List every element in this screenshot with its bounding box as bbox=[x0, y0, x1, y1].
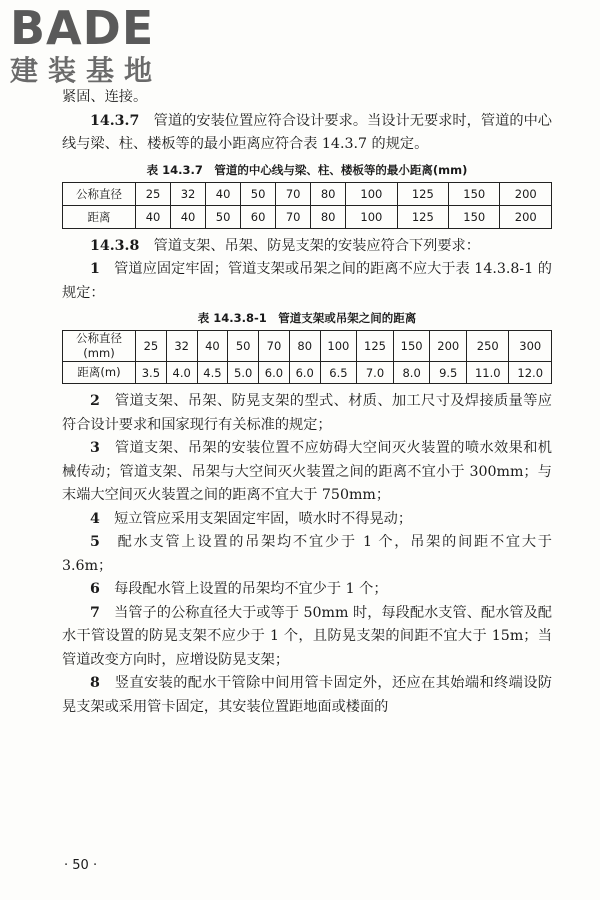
table-1-caption: 表 14.3.7 管道的中心线与梁、柱、楼板等的最小距离(mm) bbox=[146, 162, 468, 177]
table-cell: 32 bbox=[171, 182, 206, 205]
list-item bbox=[62, 508, 552, 532]
table-cell: 40 bbox=[171, 205, 206, 228]
table-cell: 6.5 bbox=[320, 362, 357, 384]
table-2-caption: 表 14.3.8-1 管道支架或吊架之间的距离 bbox=[197, 311, 417, 325]
table-row bbox=[63, 331, 552, 362]
table-cell: 70 bbox=[276, 182, 311, 205]
table-cell: 25 bbox=[136, 182, 171, 205]
list-item bbox=[62, 531, 552, 578]
item-text: 当管子的公称直径大于或等于 50mm 时，每段配水支管、配水管及配水干管设置的防晃支架不应少于 1 个，且防晃支架的间距不宜大于 15m；当管道改变方向时，应增设防晃支架； bbox=[62, 604, 552, 668]
table-cell: 5.0 bbox=[228, 362, 259, 384]
list-item bbox=[62, 602, 552, 673]
table-row bbox=[63, 182, 552, 205]
item-number: 6 bbox=[90, 581, 100, 597]
logo-chinese-text: 建装基地 bbox=[10, 54, 163, 87]
list-item bbox=[62, 437, 552, 508]
table-cell: 4.5 bbox=[197, 362, 228, 384]
item-number: 1 bbox=[90, 261, 100, 277]
document-body bbox=[62, 86, 552, 719]
item-text: 管道支架、吊架的安装位置不应妨碍大空间灭火装置的喷水效果和机械传动；管道支架、吊架与大空间灭火装置之间的距离不宜小于 300mm；与末端大空间灭火装置之间的距离不宜大于 750mm； bbox=[62, 440, 552, 503]
table-cell: 100 bbox=[346, 205, 397, 228]
table-cell: 7.0 bbox=[357, 362, 394, 384]
table-cell: 6.0 bbox=[259, 362, 290, 384]
table-cell: 250 bbox=[467, 331, 509, 362]
table-cell: 150 bbox=[393, 331, 430, 362]
table-cell: 6.0 bbox=[289, 362, 320, 384]
table-cell: 200 bbox=[500, 182, 552, 205]
table-cell: 125 bbox=[357, 331, 394, 362]
section-14-3-7 bbox=[62, 110, 552, 157]
page-number: · 50 · bbox=[64, 858, 98, 873]
table-cell: 40 bbox=[197, 331, 228, 362]
item-number: 3 bbox=[90, 440, 100, 456]
item-text: 短立管应采用支架固定牢固，喷水时不得晃动； bbox=[114, 510, 413, 527]
table-cell: 8.0 bbox=[393, 362, 430, 384]
table-cell: 200 bbox=[430, 331, 467, 362]
table-cell: 80 bbox=[289, 331, 320, 362]
item-number: 4 bbox=[90, 510, 100, 527]
bade-logo bbox=[10, 1, 163, 87]
section-text: 管道支架、吊架、防晃支架的安装应符合下列要求： bbox=[153, 237, 480, 254]
table-cell: 50 bbox=[241, 182, 276, 205]
table-cell: 9.5 bbox=[430, 362, 467, 384]
list-item bbox=[62, 578, 552, 602]
table-cell: 25 bbox=[136, 331, 167, 362]
section-number: 14.3.7 bbox=[90, 112, 140, 129]
table-row bbox=[63, 362, 552, 384]
table-cell: 50 bbox=[206, 205, 241, 228]
table-cell: 200 bbox=[500, 205, 552, 228]
list-item bbox=[62, 258, 552, 305]
table-cell: 4.0 bbox=[166, 362, 197, 384]
header-line: 公称直径 bbox=[76, 331, 122, 345]
table-cell: 80 bbox=[311, 182, 346, 205]
section-14-3-8 bbox=[62, 235, 552, 259]
row-header-diameter: 公称直径 bbox=[63, 182, 136, 205]
item-number: 2 bbox=[90, 393, 100, 409]
table-cell: 150 bbox=[449, 182, 500, 205]
table-cell: 125 bbox=[397, 182, 448, 205]
item-number: 7 bbox=[90, 604, 100, 621]
row-header-distance: 距离 bbox=[63, 205, 136, 228]
table-cell: 60 bbox=[241, 205, 276, 228]
table-cell: 100 bbox=[320, 331, 357, 362]
table-14-3-7 bbox=[62, 182, 552, 229]
item-text: 配水支管上设置的吊架均不宜少于 1 个，吊架的间距不宜大于 3.6m； bbox=[62, 534, 552, 574]
table-cell: 80 bbox=[311, 205, 346, 228]
list-item bbox=[62, 672, 552, 719]
table-cell: 50 bbox=[228, 331, 259, 362]
item-number: 5 bbox=[90, 534, 100, 550]
table-cell: 70 bbox=[259, 331, 290, 362]
table-row bbox=[63, 205, 552, 228]
table-cell: 100 bbox=[346, 182, 397, 205]
table-14-3-8-1 bbox=[62, 330, 552, 384]
row-header-distance: 距离(m) bbox=[63, 362, 136, 384]
item-text: 竖直安装的配水干管除中间用管卡固定外，还应在其始端和终端设防晃支架或采用管卡固定，其安装位置距地面或楼面的 bbox=[62, 675, 552, 715]
table-cell: 70 bbox=[276, 205, 311, 228]
list-item bbox=[62, 390, 552, 437]
table-cell: 12.0 bbox=[509, 362, 552, 384]
header-unit: (mm) bbox=[83, 346, 115, 360]
table-cell: 40 bbox=[136, 205, 171, 228]
table-cell: 3.5 bbox=[136, 362, 167, 384]
item-text: 管道应固定牢固；管道支架或吊架之间的距离不应大于表 14.3.8-1 的规定： bbox=[62, 261, 552, 301]
table-cell: 300 bbox=[509, 331, 552, 362]
item-text: 每段配水管上设置的吊架均不宜少于 1 个； bbox=[114, 581, 388, 597]
continued-line: 紧固、连接。 bbox=[62, 89, 148, 105]
section-text: 管道的安装位置应符合设计要求。当设计无要求时，管道的中心线与梁、柱、楼板等的最小距离应符合表 14.3.7 的规定。 bbox=[62, 112, 552, 152]
row-header-diameter bbox=[63, 331, 136, 362]
section-number: 14.3.8 bbox=[90, 237, 140, 254]
table-cell: 40 bbox=[206, 182, 241, 205]
item-number: 8 bbox=[90, 675, 100, 691]
logo-wordmark: BADE bbox=[10, 1, 155, 55]
table-cell: 11.0 bbox=[467, 362, 509, 384]
table-cell: 32 bbox=[166, 331, 197, 362]
item-text: 管道支架、吊架、防晃支架的型式、材质、加工尺寸及焊接质量等应符合设计要求和国家现行有关标准的规定； bbox=[62, 393, 552, 433]
table-cell: 150 bbox=[449, 205, 500, 228]
table-cell: 125 bbox=[397, 205, 448, 228]
